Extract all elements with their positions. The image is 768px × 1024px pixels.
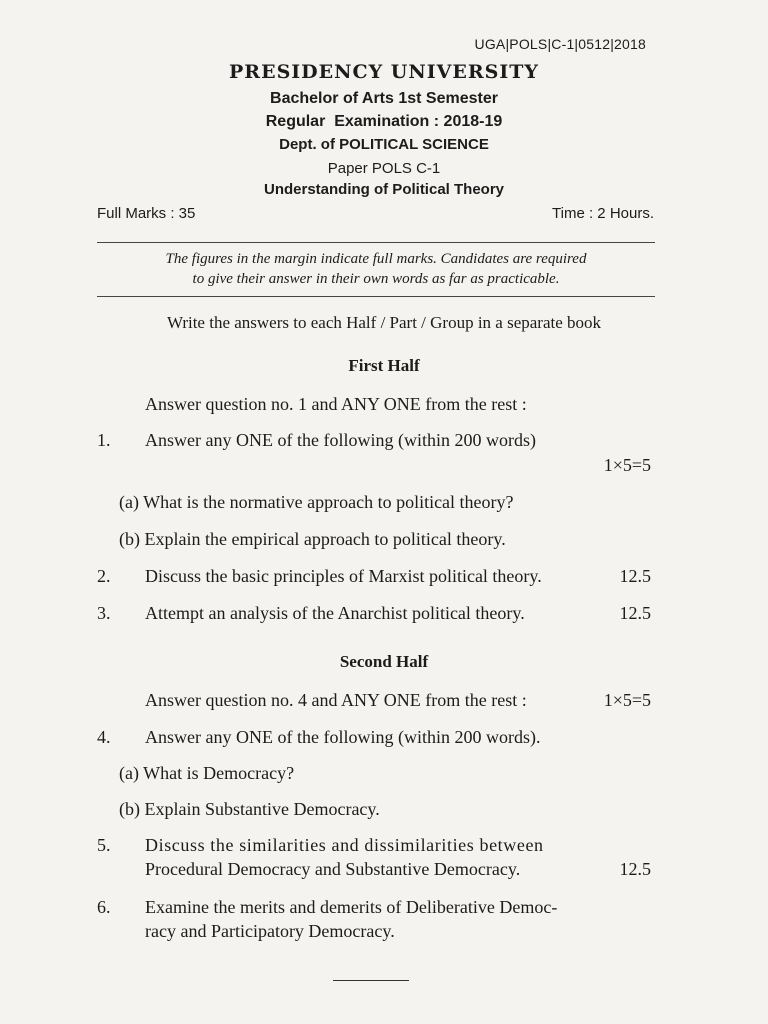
question-5-line-1: Discuss the similarities and dissimilarities between bbox=[145, 835, 544, 855]
second-half-title: Second Half bbox=[339, 652, 429, 671]
second-half-instruction-marks: 1×5=5 bbox=[603, 690, 651, 710]
question-1a-text: (a) What is the normative approach to political theory? bbox=[119, 492, 514, 512]
question-1-text: Answer any ONE of the following (within 200 words) bbox=[145, 430, 536, 450]
candidate-note bbox=[97, 249, 655, 289]
first-half-title: First Half bbox=[348, 356, 420, 375]
question-3-text: Attempt an analysis of the Anarchist political theory. bbox=[145, 603, 525, 623]
course-title: Understanding of Political Theory bbox=[263, 181, 505, 198]
question-4-text: Answer any ONE of the following (within 200 words). bbox=[145, 727, 541, 747]
question-4a-text: (a) What is Democracy? bbox=[119, 763, 295, 783]
question-3-marks: 12.5 bbox=[619, 603, 651, 623]
question-5-line-2: Procedural Democracy and Substantive Democracy. bbox=[145, 859, 521, 879]
question-number: 5. bbox=[97, 835, 111, 855]
bottom-divider bbox=[97, 296, 655, 297]
question-1b-text: (b) Explain the empirical approach to political theory. bbox=[119, 529, 506, 549]
exam-title: Regular Examination : 2018-19 bbox=[265, 113, 503, 130]
question-1-marks: 1×5=5 bbox=[603, 455, 651, 475]
first-half-instruction: Answer question no. 1 and ANY ONE from the rest : bbox=[145, 394, 527, 414]
top-divider bbox=[97, 242, 655, 243]
department-title: Dept. of POLITICAL SCIENCE bbox=[279, 136, 489, 153]
question-2-marks: 12.5 bbox=[619, 566, 651, 586]
question-number: 4. bbox=[97, 727, 111, 747]
paper-title: Paper POLS C-1 bbox=[327, 160, 441, 177]
question-number: 3. bbox=[97, 603, 111, 623]
full-marks: Full Marks : 35 bbox=[97, 205, 196, 222]
end-rule bbox=[333, 980, 409, 981]
program-title: Bachelor of Arts 1st Semester bbox=[270, 90, 498, 107]
general-instruction: Write the answers to each Half / Part / Group in a separate book bbox=[166, 313, 602, 332]
time-allowed: Time : 2 Hours. bbox=[552, 205, 654, 222]
question-number: 2. bbox=[97, 566, 111, 586]
question-number: 6. bbox=[97, 897, 111, 917]
question-4b-text: (b) Explain Substantive Democracy. bbox=[119, 799, 380, 819]
paper-code: UGA|POLS|C-1|0512|2018 bbox=[474, 36, 646, 52]
note-line-1: The figures in the margin indicate full marks. Candidates are required bbox=[165, 251, 587, 267]
question-6-line-1: Examine the merits and demerits of Deliberative Democ- bbox=[145, 897, 558, 917]
second-half-instruction: Answer question no. 4 and ANY ONE from the rest : bbox=[145, 690, 527, 710]
university-name: PRESIDENCY UNIVERSITY bbox=[229, 61, 539, 83]
question-6-line-2: racy and Participatory Democracy. bbox=[145, 921, 395, 941]
question-2-text: Discuss the basic principles of Marxist political theory. bbox=[145, 566, 542, 586]
note-line-2: to give their answer in their own words as far as practicable. bbox=[192, 271, 560, 287]
question-number: 1. bbox=[97, 430, 111, 450]
question-5-marks: 12.5 bbox=[619, 859, 651, 879]
